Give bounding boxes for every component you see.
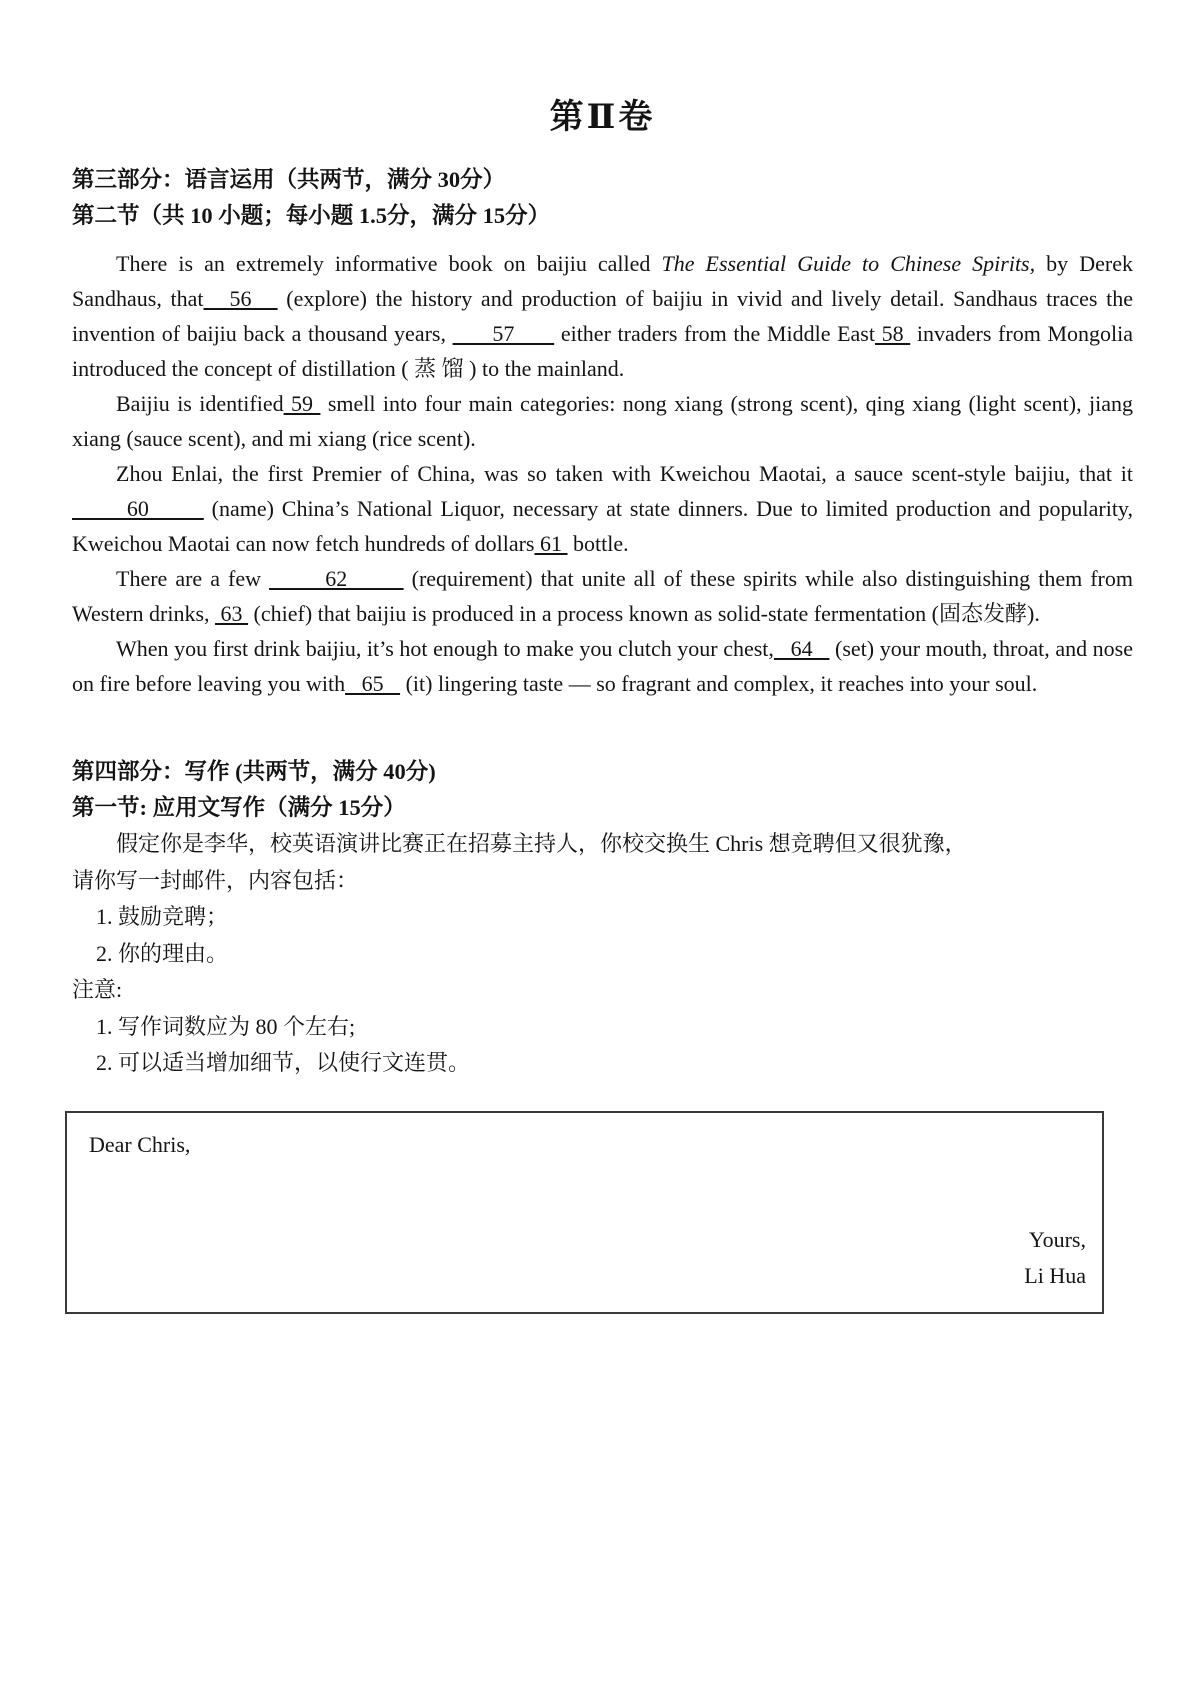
passage-text: bottle. xyxy=(567,531,629,556)
cloze-passage xyxy=(72,246,1133,701)
letter-salutation: Dear Chris, xyxy=(89,1131,191,1157)
letter-closing: Yours, xyxy=(1028,1226,1086,1252)
notice-item-2: 2. 可以适当增加细节，以使行文连贯。 xyxy=(96,1050,471,1075)
content-item-1: 1. 鼓励竞聘； xyxy=(96,904,229,929)
cloze-paragraph-1 xyxy=(72,246,1133,386)
passage-text: When you first drink baijiu, it’s hot enough to make you clutch your chest, xyxy=(116,636,774,661)
cloze-blank-65[interactable]: 65 xyxy=(345,671,401,696)
cloze-blank-64[interactable]: 64 xyxy=(773,636,830,661)
passage-text: (chief) that baijiu is produced in a process known as solid-state fermentation (固态发酵). xyxy=(248,601,1040,626)
passage-text: (requirement) that unite all of these spirits while also distinguishing them from Western drinks, xyxy=(72,566,1133,626)
page-title: 第Ⅱ卷 xyxy=(549,99,656,136)
content-item-2: 2. 你的理由。 xyxy=(96,940,229,966)
cloze-blank-61[interactable]: 61 xyxy=(534,531,568,556)
passage-text: (name) China’s National Liquor, necessary at state dinners. Due to limited production and popularity, Kweichou Maotai can now fetch hundreds of dollars xyxy=(72,496,1133,556)
cloze-paragraph-3 xyxy=(72,456,1133,561)
cloze-paragraph-4 xyxy=(72,561,1133,631)
writing-task-intro-line1: 假定你是李华，校英语演讲比赛正在招募主持人，你校交换生 Chris 想竞聘但又很犹豫， xyxy=(116,831,967,856)
cloze-blank-58[interactable]: 58 xyxy=(874,321,911,346)
passage-text: by Derek Sandhaus, that xyxy=(72,251,1133,311)
passage-text: (set) your mouth, throat, and nose on fire before leaving you with xyxy=(72,636,1133,696)
passage-text: (it) lingering taste — so fragrant and complex, it reaches into your soul. xyxy=(400,671,1038,696)
passage-text: (explore) the history and production of baijiu in vivid and lively detail. Sandhaus traces the invention of baijiu back a thousand years, xyxy=(72,286,1133,346)
section3-node-heading: 第二节（共 10 小题；每小题 1.5分，满分 15分） xyxy=(72,203,551,228)
writing-section xyxy=(72,754,1133,1082)
passage-text: The Essential Guide to Chinese Spirits, xyxy=(661,251,1036,276)
passage-text: There are a few xyxy=(116,566,270,591)
letter-answer-box[interactable] xyxy=(65,1111,1104,1314)
letter-closing-block xyxy=(89,1222,1086,1294)
notice-item-1: 1. 写作词数应为 80 个左右; xyxy=(96,1013,356,1039)
passage-text: Baijiu is identified xyxy=(116,391,284,416)
passage-text: Zhou Enlai, the first Premier of China, was so taken with Kweichou Maotai, a sauce scent-style baijiu, that it xyxy=(116,461,1133,486)
cloze-blank-62[interactable]: 62 xyxy=(269,566,404,591)
letter-signature: Li Hua xyxy=(1024,1262,1086,1288)
passage-text: invaders from Mongolia introduced the concept of distillation ( 蒸 馏 ) to the mainland. xyxy=(72,321,1133,381)
cloze-paragraph-2 xyxy=(72,386,1133,456)
section4-node-heading: 第一节: 应用文写作（满分 15分） xyxy=(72,795,406,820)
cloze-blank-56[interactable]: 56 xyxy=(203,286,278,311)
cloze-paragraph-5 xyxy=(72,631,1133,701)
notice-label: 注意: xyxy=(72,977,123,1002)
writing-task-intro-line2: 请你写一封邮件，内容包括： xyxy=(72,867,359,893)
passage-text: There is an extremely informative book on baijiu called xyxy=(116,251,662,276)
cloze-blank-57[interactable]: 57 xyxy=(452,321,555,346)
cloze-blank-60[interactable]: 60 xyxy=(72,496,204,521)
cloze-blank-63[interactable]: 63 xyxy=(215,601,249,626)
section4-part-heading: 第四部分：写作 (共两节，满分 40分) xyxy=(72,759,436,784)
passage-text: smell into four main categories: nong xiang (strong scent), qing xiang (light scent), jiang xiang (sauce scent), and mi xiang (rice scent). xyxy=(72,391,1133,451)
passage-text: either traders from the Middle East xyxy=(554,321,875,346)
cloze-blank-59[interactable]: 59 xyxy=(283,391,321,416)
section3-part-heading: 第三部分：语言运用（共两节，满分 30分） xyxy=(72,167,506,192)
